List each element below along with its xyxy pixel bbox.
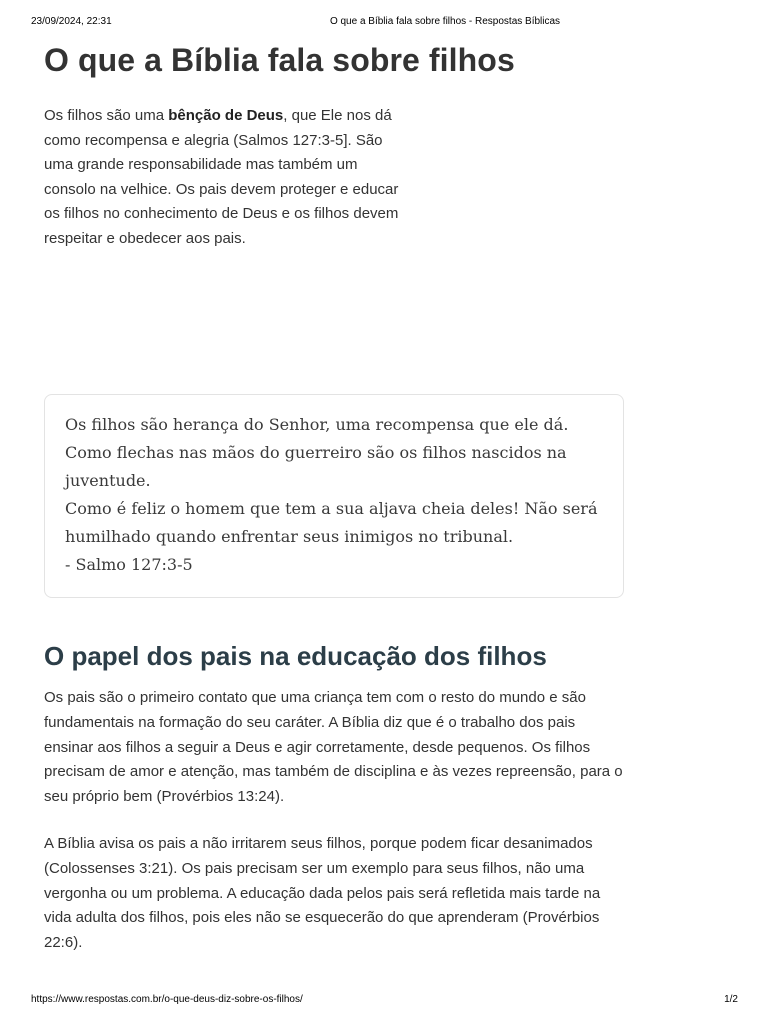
intro-text-end: , que Ele nos dá como recompensa e alegria (Salmos 127:3-5]. São uma grande responsabilidade mas também um consolo na velhice. Os pais devem proteger e educar os filhos no conhecimento de Deus e os filhos devem respeitar e obedecer aos pais. [44,107,399,247]
section-paragraph-2: A Bíblia avisa os pais a não irritarem seus filhos, porque podem ficar desanimados (Colossenses 3:21). Os pais precisam ser um exemplo para seus filhos, não uma vergonha ou um problema. A educação dada pelos pais será refletida mais tarde na vida adulta dos filhos, pois eles não se esquecerão do que aprenderam (Provérbios 22:6). [44,834,601,952]
print-header [0,16,768,30]
intro-text-start: Os filhos são uma [44,107,169,124]
intro-bold-text: bênção de Deus [168,107,284,124]
print-url: https://www.respostas.com.br/o-que-deus-diz-sobre-os-filhos/ [31,994,303,1005]
article-header [44,38,628,252]
print-datetime: 23/09/2024, 22:31 [31,16,112,27]
quote-line-1: Os filhos são herança do Senhor, uma recompensa que ele dá. [65,415,569,434]
print-page-number: 1/2 [724,994,738,1005]
section-body [44,686,628,978]
quote-line-2: Como flechas nas mãos do guerreiro são os filhos nascidos na juventude. [65,443,567,490]
quote-line-3: Como é feliz o homem que tem a sua aljava cheia deles! Não será humilhado quando enfrentar seus inimigos no tribunal. [65,499,598,546]
section-paragraph-1: Os pais são o primeiro contato que uma criança tem com o resto do mundo e são fundamentais na formação do seu caráter. A Bíblia diz que é o trabalho dos pais ensinar aos filhos a seguir a Deus e agir corretamente, desde pequenos. Os filhos precisam de amor e atenção, mas também de disciplina e às vezes repreensão, para o seu próprio bem (Provérbios 13:24). [44,689,623,806]
quote-citation: - Salmo 127:3-5 [65,555,193,574]
print-footer [0,994,768,1008]
scripture-quote [44,394,624,598]
section-heading: O papel dos pais na educação dos filhos [44,641,547,671]
article-title: O que a Bíblia fala sobre filhos [44,42,515,78]
intro-paragraph [44,104,404,252]
print-page-title: O que a Bíblia fala sobre filhos - Respostas Bíblicas [329,16,561,27]
